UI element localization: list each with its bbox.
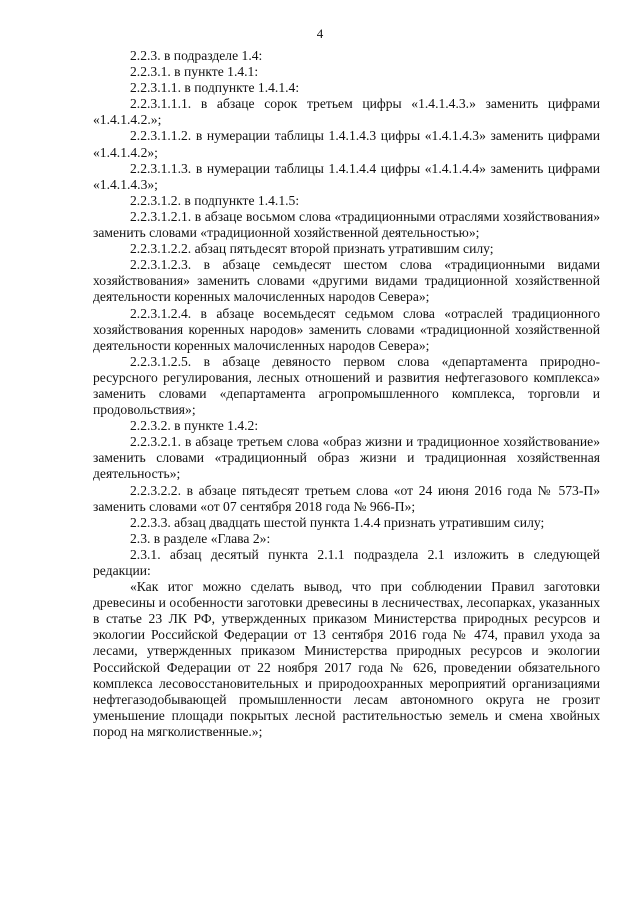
paragraph: 2.2.3. в подразделе 1.4: (130, 48, 263, 63)
paragraph: 2.2.3.1.2. в подпункте 1.4.1.5: (130, 192, 300, 208)
paragraph: 2.2.3.1.2.5. в абзаце девяносто первом слова «департамента природно-ресурсного регулирования, лесных отношений и развития нефтегазового комплекса» заменить словами «департамента агропромышленного комплекса, торговли и продовольствия»; (93, 353, 600, 418)
document-body (93, 48, 600, 740)
paragraph: 2.2.3.1.1.1. в абзаце сорок третьем цифры «1.4.1.4.3.» заменить цифрами «1.4.1.4.2.»; (93, 96, 600, 128)
quoted-paragraph: «Как итог можно сделать вывод, что при соблюдении Правил заготовки древесины и особенности заготовки древесины в лесничествах, лесопарках, указанных в статье 23 ЛК РФ, утвержденных приказом Министерства природных ресурсов и экологии Российской Федерации от 13 сентября 2016 года № 474, правил ухода за лесами, утвержденных приказом Министерства природных ресурсов и экологии Российской Федерации от 22 ноября 2017 года № 626, проведении обязательного комплекса лесовосстановительных и природоохранных мероприятий организациями нефтегазодобывающей промышленности лесам автономного округа не грозит уменьшение площади покрытых лесной растительностью земель и смена хвойных пород на мягколиственные.»; (93, 579, 600, 739)
paragraph: 2.3.1. абзац десятый пункта 2.1.1 подраздела 2.1 изложить в следующей редакции: (93, 546, 600, 578)
paragraph: 2.2.3.1.2.4. в абзаце восемьдесят седьмом слова «отраслей традиционного хозяйствования коренных народов» заменить словами «традиционной хозяйственной деятельности коренных малочисленных народов Севера»; (93, 305, 600, 353)
paragraph: 2.2.3.1.2.3. в абзаце семьдесят шестом слова «традиционными видами хозяйствования» заменить словами «другими видами традиционной хозяйственной деятельности коренных малочисленных народов Севера»; (93, 257, 600, 305)
paragraph: 2.2.3.2.2. в абзаце пятьдесят третьем слова «от 24 июня 2016 года № 573-П» заменить словами «от 07 сентября 2018 года № 966-П»; (93, 482, 600, 514)
paragraph: 2.2.3.2.1. в абзаце третьем слова «образ жизни и традиционное хозяйствование» заменить словами «традиционный образ жизни и традиционная хозяйственная деятельность»; (93, 434, 600, 482)
paragraph: 2.2.3.1.1.2. в нумерации таблицы 1.4.1.4.3 цифры «1.4.1.4.3» заменить цифрами «1.4.1.4.2»; (93, 128, 600, 160)
paragraph: 2.2.3.1.1. в подпункте 1.4.1.4: (130, 80, 300, 96)
paragraph: 2.2.3.1.1.3. в нумерации таблицы 1.4.1.4.4 цифры «1.4.1.4.4» заменить цифрами «1.4.1.4.3»; (93, 160, 600, 192)
paragraph: 2.2.3.1. в пункте 1.4.1: (130, 64, 259, 80)
paragraph: 2.2.3.2. в пункте 1.4.2: (130, 418, 259, 434)
paragraph: 2.2.3.1.2.2. абзац пятьдесят второй признать утратившим силу; (130, 241, 494, 257)
paragraph: 2.3. в разделе «Глава 2»: (130, 530, 271, 546)
paragraph: 2.2.3.3. абзац двадцать шестой пункта 1.4.4 признать утратившим силу; (130, 514, 545, 530)
paragraph: 2.2.3.1.2.1. в абзаце восьмом слова «традиционными отраслями хозяйствования» заменить словами «традиционной хозяйственной деятельностью»; (93, 208, 600, 241)
page-number: 4 (316, 26, 324, 41)
